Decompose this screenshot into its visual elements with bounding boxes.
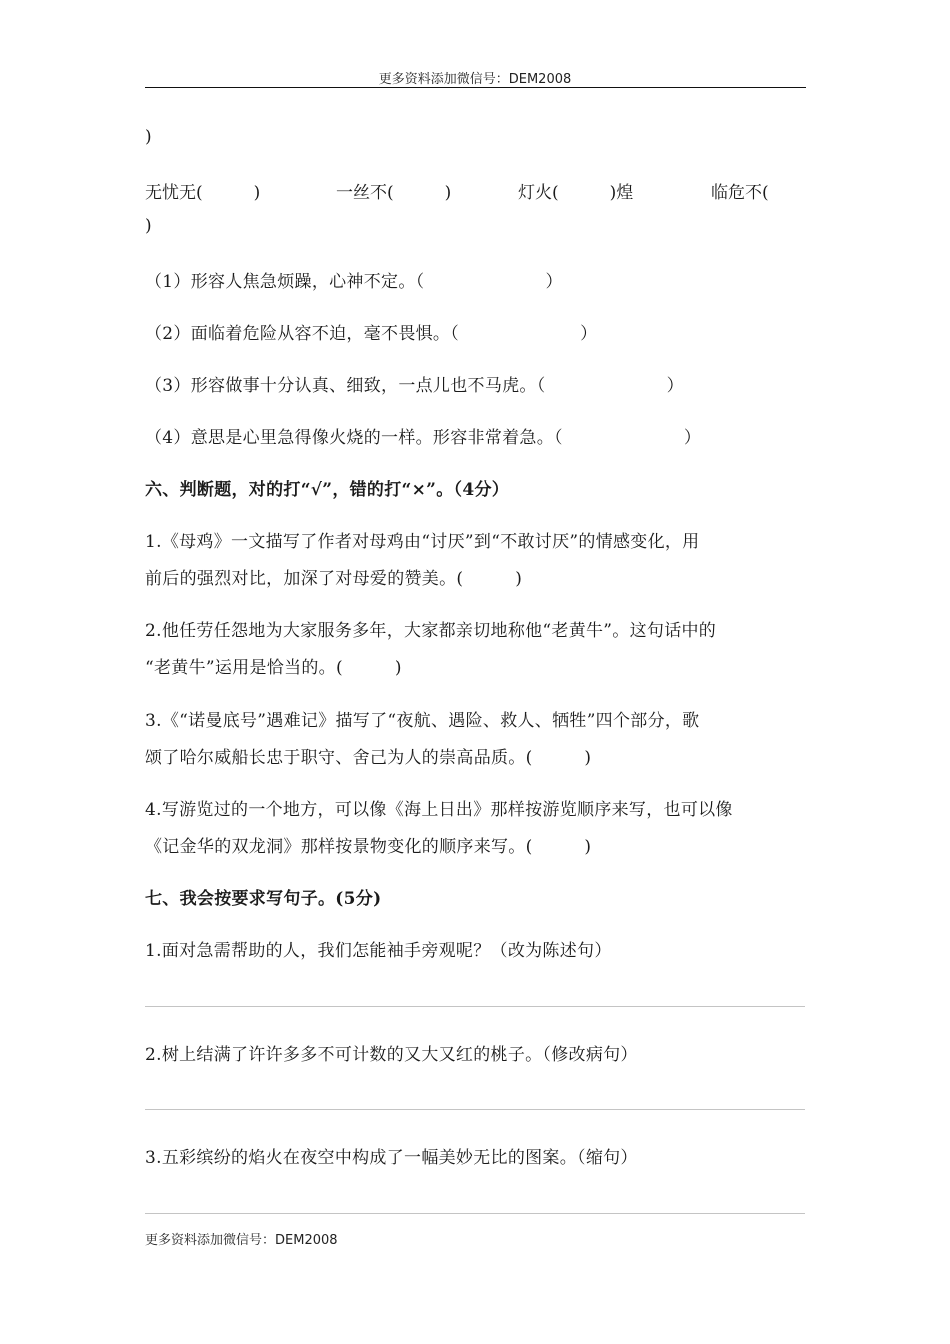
- judge-item-3-line1: 3.《“诺曼底号”遇难记》描写了“夜航、遇险、救人、牺牲”四个部分，歌: [145, 711, 700, 731]
- answer-line-2: [145, 1109, 805, 1110]
- top-fragment: ): [145, 127, 152, 147]
- header-rule: [145, 87, 806, 88]
- idiom-3: 灯火( )煌: [518, 183, 634, 203]
- idiom-4: 临危不(: [711, 183, 769, 203]
- judge-item-2-line2: “老黄牛”运用是恰当的。( ): [145, 658, 402, 678]
- section-6-title: 六、判断题，对的打“√”，错的打“×”。（4分）: [145, 480, 510, 500]
- judge-item-2-line1: 2.他任劳任怨地为大家服务多年，大家都亲切地称他“老黄牛”。这句话中的: [145, 621, 717, 641]
- sentence-task-2: 2.树上结满了许许多多不可计数的又大又红的桃子。（修改病句）: [145, 1045, 638, 1065]
- idiom-1: 无忧无( ): [145, 183, 261, 203]
- page-footer: 更多资料添加微信号：DEM2008: [145, 1233, 338, 1248]
- sentence-task-3: 3.五彩缤纷的焰火在夜空中构成了一幅美妙无比的图案。（缩句）: [145, 1148, 638, 1168]
- sentence-task-1: 1.面对急需帮助的人，我们怎能袖手旁观呢？（改为陈述句）: [145, 941, 612, 961]
- judge-item-1-line2: 前后的强烈对比，加深了对母爱的赞美。( ): [145, 569, 523, 589]
- idiom-wrap: ): [145, 216, 152, 236]
- section-7-title: 七、我会按要求写句子。(5分): [145, 889, 382, 909]
- page-header: 更多资料添加微信号：DEM2008: [378, 72, 572, 87]
- judge-item-4-line2: 《记金华的双龙洞》那样按景物变化的顺序来写。( ): [145, 837, 592, 857]
- definition-4: （4）意思是心里急得像火烧的一样。形容非常着急。（ ）: [145, 428, 702, 448]
- definition-3: （3）形容做事十分认真、细致，一点儿也不马虎。（ ）: [145, 376, 684, 396]
- answer-line-1: [145, 1006, 805, 1007]
- judge-item-1-line1: 1.《母鸡》一文描写了作者对母鸡由“讨厌”到“不敢讨厌”的情感变化，用: [145, 532, 700, 552]
- idiom-2: 一丝不( ): [336, 183, 452, 203]
- judge-item-4-line1: 4.写游览过的一个地方，可以像《海上日出》那样按游览顺序来写，也可以像: [145, 800, 733, 820]
- definition-2: （2）面临着危险从容不迫，毫不畏惧。（ ）: [145, 324, 598, 344]
- answer-line-3: [145, 1213, 805, 1214]
- judge-item-3-line2: 颂了哈尔威船长忠于职守、舍己为人的崇高品质。( ): [145, 748, 592, 768]
- definition-1: （1）形容人焦急烦躁，心神不定。（ ）: [145, 272, 563, 292]
